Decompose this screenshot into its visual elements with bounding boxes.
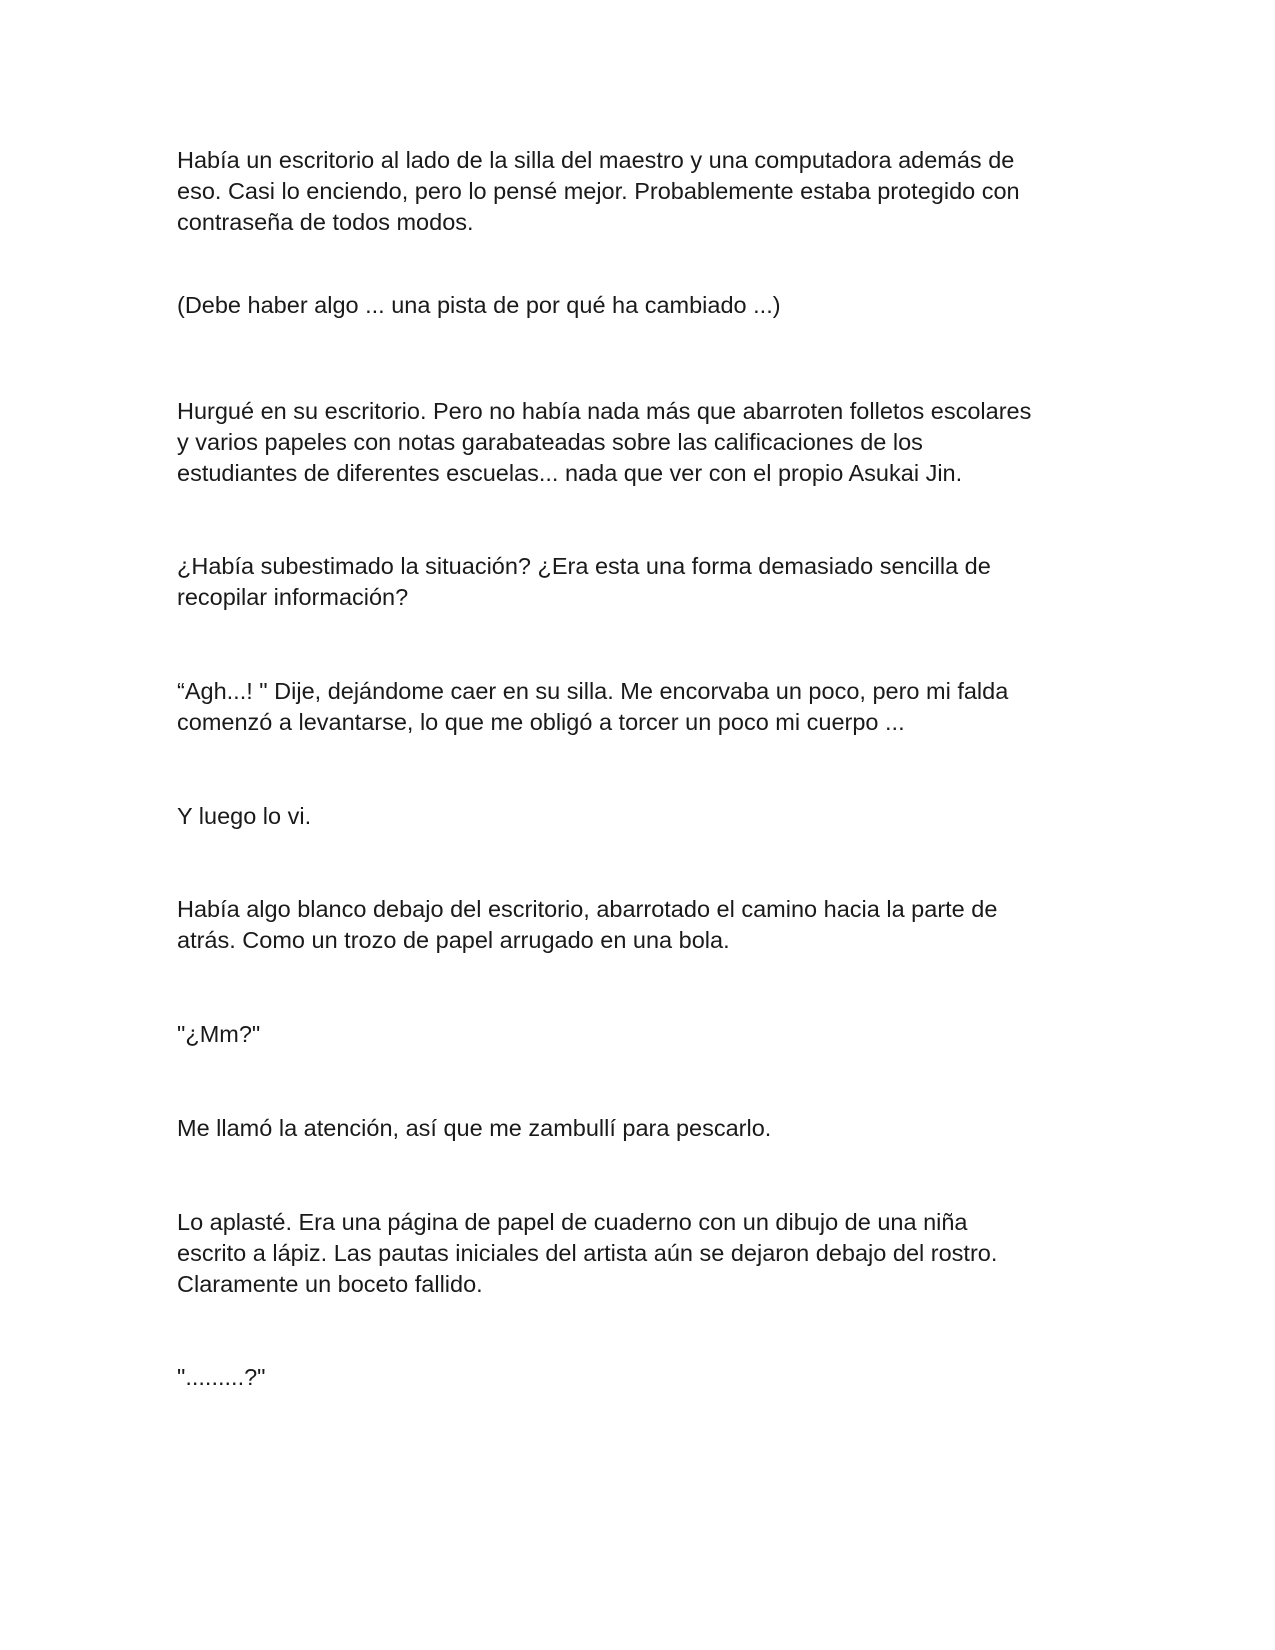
paragraph-9: Me llamó la atención, así que me zambullí para pescarlo. xyxy=(177,1115,772,1141)
paragraph-4: ¿Había subestimado la situación? ¿Era esta una forma demasiado sencilla de recopilar información? xyxy=(177,553,991,610)
paragraph-1: Había un escritorio al lado de la silla del maestro y una computadora además de eso. Casi lo enciendo, pero lo pensé mejor. Probablemente estaba protegido con contraseña de todos modos. xyxy=(177,147,1020,235)
paragraph-10: Lo aplasté. Era una página de papel de cuaderno con un dibujo de una niña escrito a lápiz. Las pautas iniciales del artista aún se dejaron debajo del rostro. Claramente un boceto fallido. xyxy=(177,1209,998,1297)
paragraph-7: Había algo blanco debajo del escritorio, abarrotado el camino hacia la parte de atrás. Como un trozo de papel arrugado en una bola. xyxy=(177,896,998,953)
paragraph-3: Hurgué en su escritorio. Pero no había nada más que abarroten folletos escolares y varios papeles con notas garabateadas sobre las calificaciones de los estudiantes de diferentes escuelas... nada que ver con el propio Asukai Jin. xyxy=(177,398,1032,486)
paragraph-6: Y luego lo vi. xyxy=(177,803,312,829)
paragraph-5: “Agh...! " Dije, dejándome caer en su silla. Me encorvaba un poco, pero mi falda comenzó a levantarse, lo que me obligó a torcer un poco mi cuerpo ... xyxy=(177,678,1009,735)
paragraph-2: (Debe haber algo ... una pista de por qué ha cambiado ...) xyxy=(177,292,781,318)
paragraph-11: ".........?" xyxy=(177,1364,266,1390)
paragraph-8: "¿Mm?" xyxy=(177,1021,261,1047)
